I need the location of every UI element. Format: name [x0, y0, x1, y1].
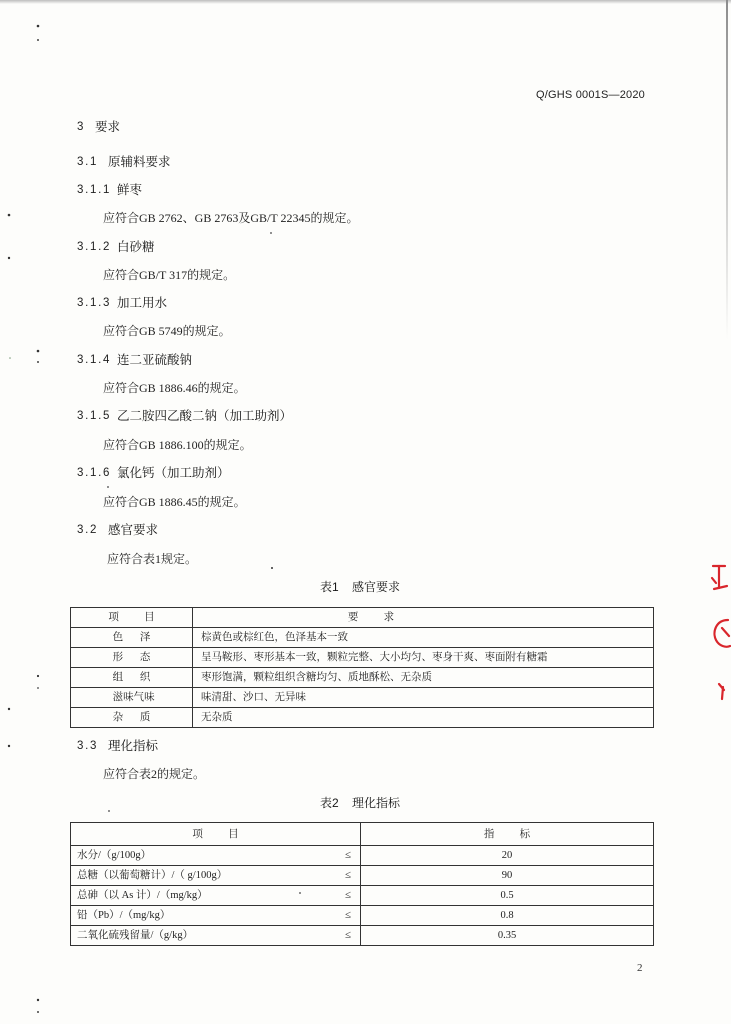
requirement-cell: 棕黄色或棕红色，色泽基本一致 — [193, 628, 654, 648]
subsection-title: 氯化钙（加工助剂） — [117, 466, 230, 480]
requirement-cell: 枣形饱满，颗粒组织含糖均匀、质地酥松、无杂质 — [193, 668, 654, 688]
comparison-operator: ≤ — [344, 869, 351, 881]
value-cell: 0.35 — [361, 926, 654, 946]
header-item-label: 项目 — [192, 828, 239, 840]
subsection-title: 白砂糖 — [117, 240, 155, 254]
requirement-text: 应符合GB 1886.45的规定。 — [103, 495, 246, 509]
requirement-text: 应符合GB 2762、GB 2763及GB/T 22345的规定。 — [103, 211, 359, 225]
value-cell: 20 — [361, 846, 654, 866]
item-label: 色泽 — [112, 632, 151, 643]
seal-stroke — [712, 578, 716, 583]
item-label: 滋味气味 — [112, 692, 155, 703]
table2-label: 表2 — [320, 796, 339, 810]
section-title: 理化指标 — [108, 739, 159, 753]
seal-stroke — [722, 628, 729, 636]
section-text: 应符合表1规定。 — [107, 552, 198, 566]
table1-title: 感官要求 — [352, 580, 401, 594]
header-indicator-label: 指标 — [483, 828, 531, 840]
seal-stroke — [714, 586, 727, 589]
section-title: 原辅料要求 — [108, 155, 171, 169]
header-item-label: 项目 — [108, 612, 155, 623]
comparison-operator: ≤ — [344, 849, 351, 861]
subsection-number: 3.1.1 — [77, 184, 112, 196]
requirement-text: 应符合GB 1886.100的规定。 — [103, 438, 252, 452]
requirement-text: 应符合GB 5749的规定。 — [103, 324, 231, 338]
item-label: 水分/（g/100g） — [77, 850, 152, 861]
header-requirement-label: 要求 — [347, 612, 395, 623]
item-label: 组织 — [112, 672, 151, 683]
comparison-operator: ≤ — [344, 889, 351, 901]
value-cell: 90 — [361, 866, 654, 886]
item-label: 总糖（以葡萄糖计）/（ g/100g） — [77, 870, 228, 881]
section-number: 3.2 — [77, 524, 99, 536]
section-title: 要求 — [95, 120, 121, 134]
section-number: 3.1 — [77, 156, 99, 168]
requirement-cell: 味清甜、沙口、无异味 — [193, 688, 654, 708]
subsection-title: 连二亚硫酸钠 — [117, 353, 193, 367]
item-label: 形态 — [112, 652, 151, 663]
requirement-cell: 呈马鞍形、枣形基本一致，颗粒完整、大小均匀、枣身干爽、枣面附有糖霜 — [193, 648, 654, 668]
item-label: 二氧化硫残留量/（g/kg） — [77, 930, 194, 941]
document-code: Q/GHS 0001S—2020 — [536, 89, 645, 101]
subsection-number: 3.1.6 — [77, 467, 112, 479]
subsection-title: 乙二胺四乙酸二钠（加工助剂） — [117, 409, 293, 423]
subsection-number: 3.1.5 — [77, 410, 112, 422]
item-label: 铅（Pb）/（mg/kg） — [77, 910, 171, 921]
subsection-number: 3.1.2 — [77, 241, 112, 253]
section-title: 感官要求 — [108, 523, 159, 537]
item-label: 杂质 — [112, 712, 151, 723]
comparison-operator: ≤ — [344, 929, 351, 941]
table2-title: 理化指标 — [352, 796, 401, 810]
section-text: 应符合表2的规定。 — [103, 767, 206, 781]
subsection-title: 加工用水 — [117, 296, 168, 310]
subsection-number: 3.1.3 — [77, 297, 112, 309]
value-cell: 0.5 — [361, 886, 654, 906]
section-number: 3.3 — [77, 740, 99, 752]
comparison-operator: ≤ — [344, 909, 351, 921]
section-number: 3 — [77, 121, 86, 133]
requirement-text: 应符合GB 1886.46的规定。 — [103, 381, 246, 395]
page-number: 2 — [637, 962, 643, 974]
value-cell: 0.8 — [361, 906, 654, 926]
subsection-number: 3.1.4 — [77, 354, 112, 366]
item-label: 总砷（以 As 计）/（mg/kg） — [77, 890, 208, 901]
subsection-title: 鲜枣 — [117, 183, 143, 197]
requirement-cell: 无杂质 — [193, 708, 654, 728]
requirement-text: 应符合GB/T 317的规定。 — [103, 268, 236, 282]
seal-stroke — [722, 687, 723, 699]
table1-label: 表1 — [320, 580, 339, 594]
